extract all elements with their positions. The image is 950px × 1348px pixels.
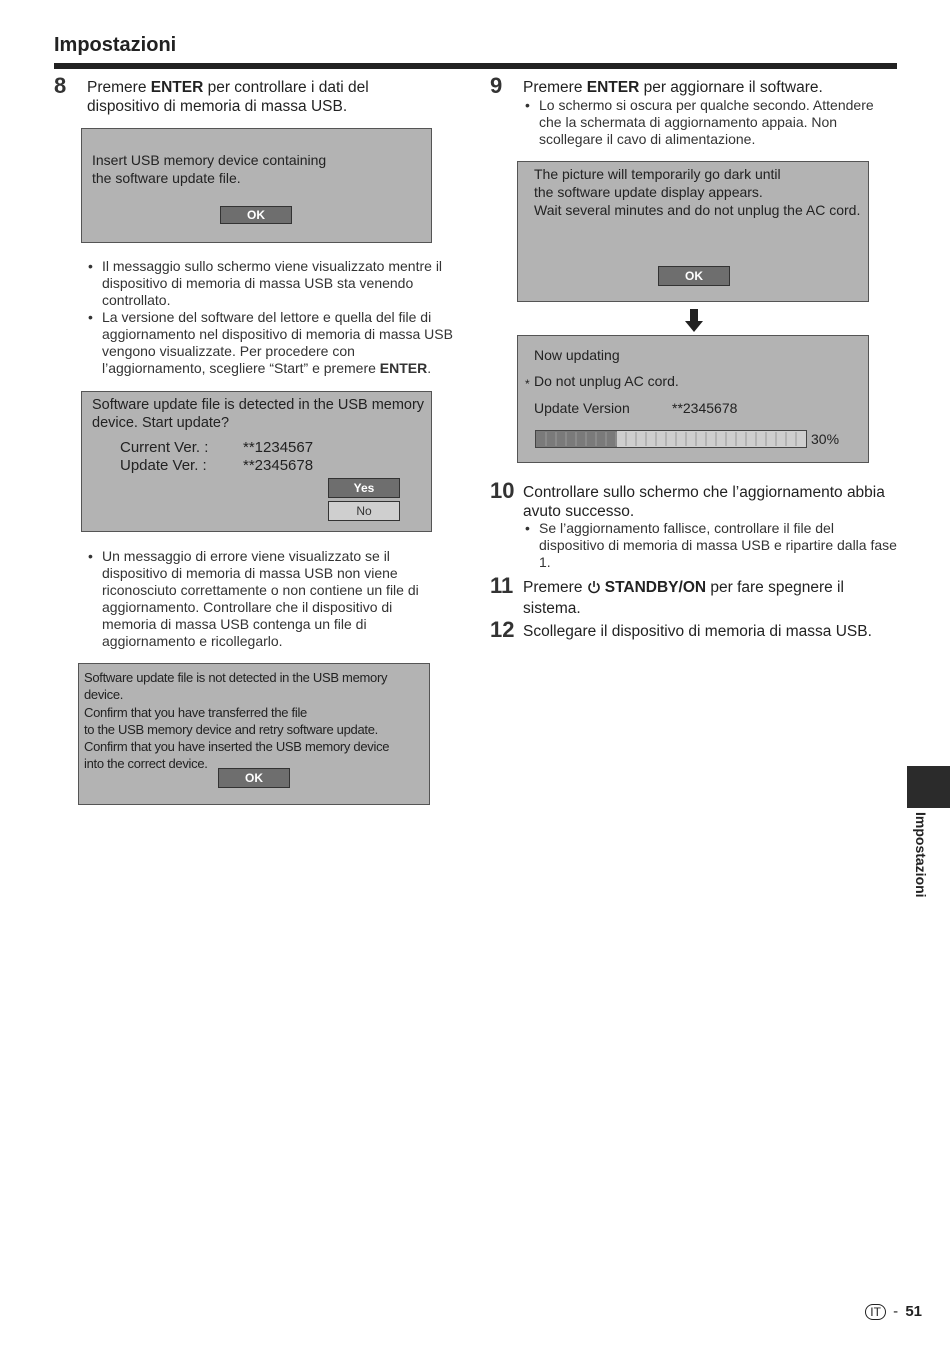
current-version-label: Current Ver. : (120, 439, 209, 456)
section-tab-text: Impostazioni (913, 812, 929, 898)
status-text: Now updating (534, 347, 620, 363)
dialog-message: Software update file is detected in the USB memory device. Start update? (92, 397, 425, 431)
no-button[interactable]: No (328, 501, 400, 521)
step-instruction: Scollegare il dispositivo di memoria di massa USB. (523, 623, 872, 640)
warning-text: Do not unplug AC cord. (534, 373, 679, 389)
asterisk-mark: * (525, 377, 530, 391)
bullet-list (523, 520, 899, 571)
list-item: • Un messaggio di errore viene visualizzato se il dispositivo di memoria di massa USB non viene riconosciuto correttamente o non contiene un file di aggiornamento. Controllare che il dispositivo di memoria di massa USB contenga un file di aggiornamento e ricollegarlo. (86, 548, 446, 650)
section-tab-marker (907, 766, 950, 808)
step-instruction (87, 78, 427, 116)
header-divider (54, 63, 897, 69)
progress-bar (535, 430, 807, 448)
dialog-picture-dark (517, 161, 869, 302)
step-key: ENTER (150, 79, 204, 96)
list-item-text: La versione del software del lettore e quella del file di aggiornamento nel dispositivo di memoria di massa USB vengono visualizzate. Per procedere con l’aggiornamento, scegliere “Start” e premere (102, 309, 453, 376)
step-text: Premere (87, 79, 151, 96)
list-item: • Il messaggio sullo schermo viene visualizzato mentre il dispositivo di memoria di massa USB sta venendo controllato. (86, 258, 456, 309)
list-item-text: . (427, 360, 432, 376)
dialog-insert-usb (81, 128, 432, 243)
language-badge: IT (865, 1304, 886, 1320)
step-number: 12 (490, 617, 515, 642)
page-title: Impostazioni (54, 34, 177, 56)
page-number: 51 (905, 1303, 922, 1320)
ok-button[interactable]: OK (220, 206, 292, 224)
page-footer (865, 1303, 922, 1320)
list-item: • Lo schermo si oscura per qualche secondo. Attendere che la schermata di aggiornamento appaia. Non scollegare il cavo di alimentazione. (523, 97, 899, 148)
dialog-message: Software update file is not detected in the USB memory device. Confirm that you have transferred the file to the USB memory device and retry software update. Confirm that you have inserted the USB memory device into the correct device. (84, 670, 390, 772)
list-item-key: ENTER (379, 360, 428, 376)
step-instruction (523, 78, 893, 97)
step-key: STANDBY/ON (604, 579, 707, 596)
step-number: 9 (490, 73, 503, 98)
update-version-label: Update Version (534, 400, 630, 416)
ok-button[interactable]: OK (658, 266, 730, 286)
step-text: Premere (523, 579, 587, 596)
step-number: 11 (490, 573, 514, 598)
current-version-value: **1234567 (243, 439, 314, 456)
step-text: per controllare i dati del dispositivo di memoria di massa USB. (87, 79, 369, 115)
progress-percent: 30% (811, 431, 840, 447)
step-number: 10 (490, 478, 515, 503)
step-text: Premere (523, 79, 587, 96)
list-item (86, 309, 456, 377)
power-icon (587, 580, 601, 599)
dialog-message: Insert USB memory device containing the software update file. (92, 152, 327, 186)
down-arrow-icon (684, 309, 704, 333)
dialog-now-updating (517, 335, 869, 463)
ok-button[interactable]: OK (218, 768, 290, 788)
dialog-message: The picture will temporarily go dark until the software update display appears. Wait several minutes and do not unplug the AC cord. (534, 166, 861, 218)
update-version-value: **2345678 (672, 400, 738, 416)
bullet-list (523, 97, 899, 148)
step-instruction (523, 578, 893, 618)
step-instruction: Controllare sullo schermo che l’aggiornamento abbia avuto successo. (523, 484, 885, 520)
progress-segments (536, 431, 806, 447)
yes-button[interactable]: Yes (328, 478, 400, 498)
step-number: 8 (54, 73, 67, 98)
dialog-update-detected (81, 391, 432, 532)
section-tab-label (905, 812, 930, 922)
step-text: per aggiornare il software. (639, 79, 823, 96)
footer-separator: - (893, 1303, 899, 1320)
update-version-value: **2345678 (243, 457, 314, 474)
bullet-list (86, 258, 456, 377)
step-text: per fare spegnere il sistema. (523, 579, 844, 617)
dialog-update-not-detected (78, 663, 430, 805)
bullet-list (86, 548, 446, 650)
list-item: • Se l’aggiornamento fallisce, controllare il file del dispositivo di memoria di massa USB e ripartire dalla fase 1. (523, 520, 899, 571)
step-key: ENTER (586, 79, 640, 96)
update-version-label: Update Ver. : (120, 457, 207, 474)
